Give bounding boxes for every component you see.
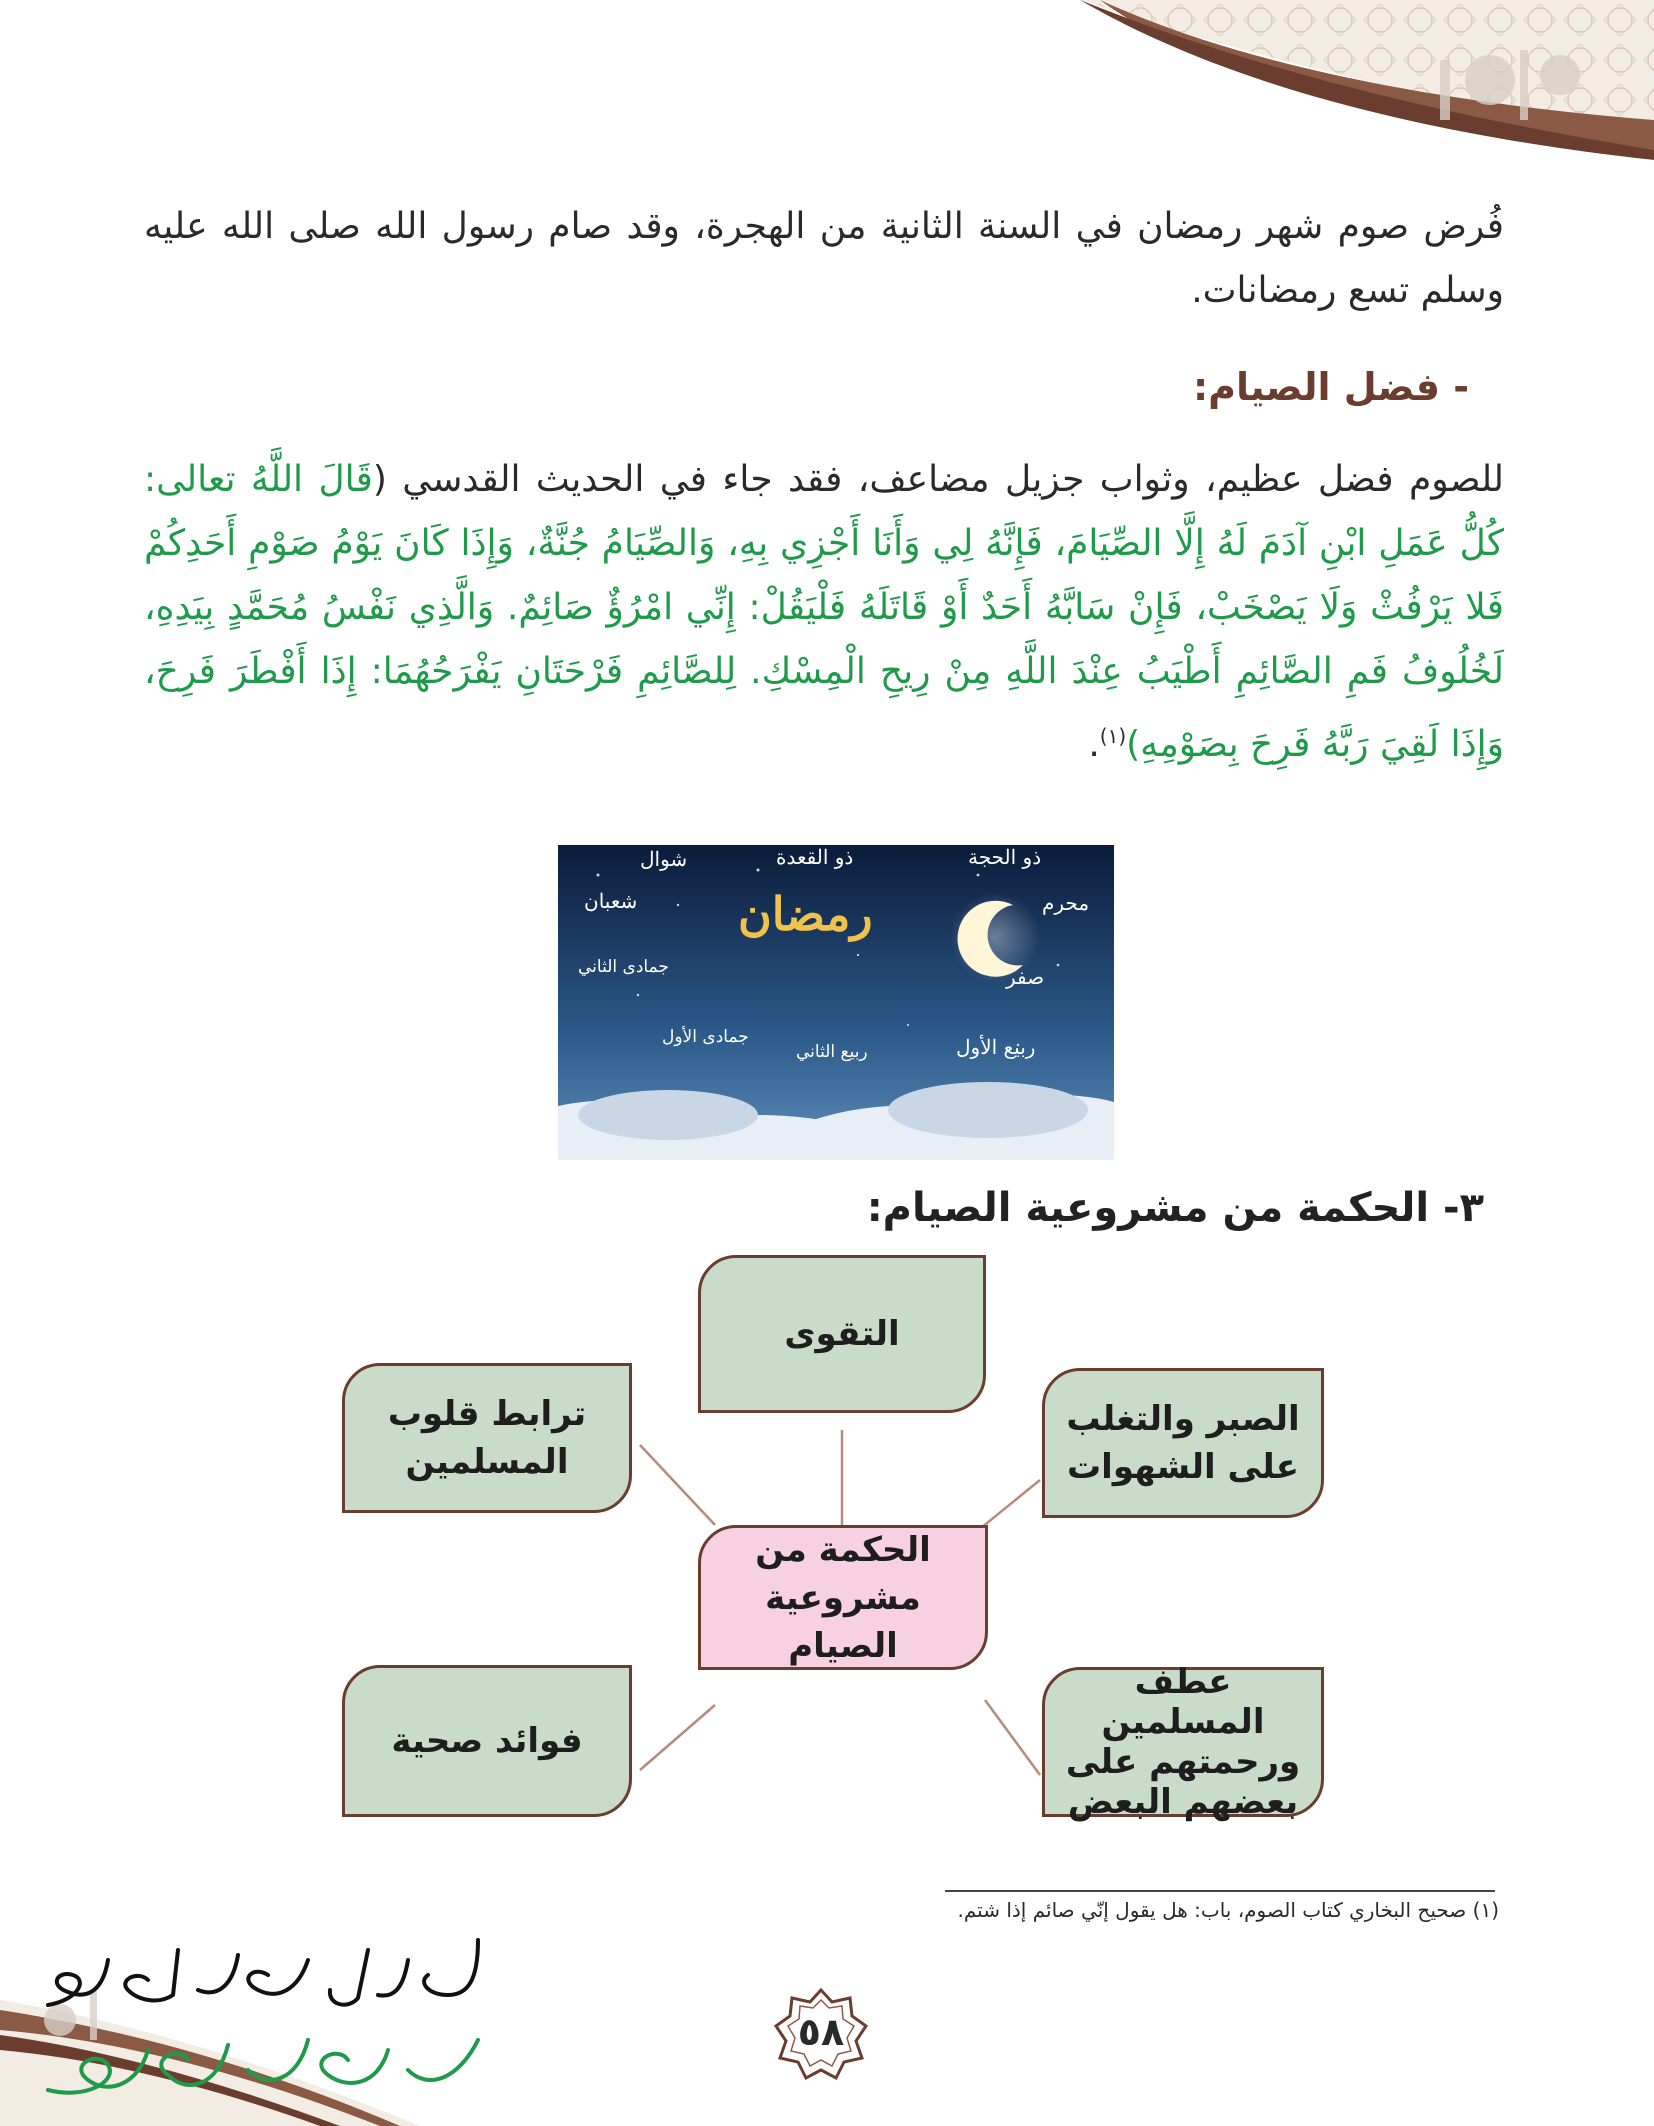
month-dhul-hijjah: ذو الحجة <box>968 845 1042 869</box>
month-rabi-ii: ربيع الثاني <box>796 1042 868 1062</box>
month-dhul-qadah: ذو القعدة <box>776 845 854 869</box>
virtue-intro-quote: قَالَ اللَّهُ تعالى: <box>144 459 373 500</box>
wisdom-compassion-box: عطف المسلمين ورحمتهم على بعضهم البعض <box>1042 1667 1324 1817</box>
virtue-paragraph <box>144 448 1504 777</box>
handwritten-watermark <box>8 1920 528 2120</box>
month-jumada-ii: جمادى الثاني <box>578 957 669 977</box>
virtue-intro-text: للصوم فضل عظيم، وثواب جزيل مضاعف، فقد جاء في الحديث القدسي ( <box>372 459 1505 500</box>
footnote-divider <box>945 1890 1495 1892</box>
hadith-line-end: . <box>1088 724 1100 765</box>
intro-paragraph <box>144 195 1504 323</box>
wisdom-health-box: فوائد صحية <box>342 1665 632 1817</box>
month-safar: صفر <box>1006 965 1045 989</box>
virtue-heading: - فضل الصيام: <box>1192 365 1469 409</box>
page-number: ٥٨ <box>797 2010 845 2054</box>
wisdom-patience-box: الصبر والتغلب على الشهوات <box>1042 1368 1324 1518</box>
month-jumada-i: جمادى الأول <box>662 1027 749 1047</box>
hijri-months-image <box>558 845 1114 1160</box>
footnote: (١) صحيح البخاري كتاب الصوم، باب: هل يقول إنّي صائم إذا شتم. <box>957 1898 1499 1922</box>
wisdom-taqwa-box: التقوى <box>698 1255 986 1413</box>
virtue-intro-line <box>144 448 1504 512</box>
footnote-marker: (١) <box>1099 724 1127 748</box>
hadith-line-3: لَخُلُوفُ فَمِ الصَّائِمِ أَطْيَبُ عِنْدَ اللَّهِ مِنْ رِيحِ الْمِسْكِ. لِلصَّائِمِ فَرْحَتَانِ يَفْرَحُهُمَا: إِذَا أَفْطَرَ فَرِحَ، <box>144 651 1504 692</box>
intro-line-1: فُرض صوم شهر رمضان في السنة الثانية من الهجرة، وقد صام رسول الله صلى الله عليه <box>144 206 1504 247</box>
month-ramadan: رمضان <box>738 887 873 941</box>
hadith-line-4 <box>144 704 1504 777</box>
hadith-line-2: فَلا يَرْفُثْ وَلَا يَصْخَبْ، فَإِنْ سَابَّهُ أَحَدٌ أَوْ قَاتَلَهُ فَلْيَقُلْ: إِنِّي امْرُؤٌ صَائِمٌ. وَالَّذِي نَفْسُ مُحَمَّدٍ بِيَدِهِ، <box>144 587 1504 628</box>
month-shawwal: شوال <box>640 847 688 871</box>
wisdom-center-box: الحكمة من مشروعية الصيام <box>698 1525 988 1670</box>
month-shaban: شعبان <box>584 889 638 913</box>
hadith-line-4-text: وَإِذَا لَقِيَ رَبَّهُ فَرِحَ بِصَوْمِهِ) <box>1126 724 1504 765</box>
month-muharram: محرم <box>1042 891 1090 915</box>
top-corner-decoration <box>1080 0 1654 170</box>
intro-line-2: وسلم تسع رمضانات. <box>1191 270 1504 311</box>
hadith-line-1: كُلُّ عَمَلِ ابْنِ آدَمَ لَهُ إِلَّا الصِّيَامَ، فَإِنَّهُ لِي وَأَنَا أَجْزِي بِهِ، وَالصِّيَامُ جُنَّةٌ، وَإِذَا كَانَ يَوْمُ صَوْمِ أَحَدِكُمْ <box>144 523 1504 564</box>
wisdom-heading: ٣- الحكمة من مشروعية الصيام: <box>866 1185 1484 1231</box>
wisdom-bond-box: ترابط قلوب المسلمين <box>342 1363 632 1513</box>
month-rabi-i: ربيع الأول <box>956 1035 1036 1059</box>
